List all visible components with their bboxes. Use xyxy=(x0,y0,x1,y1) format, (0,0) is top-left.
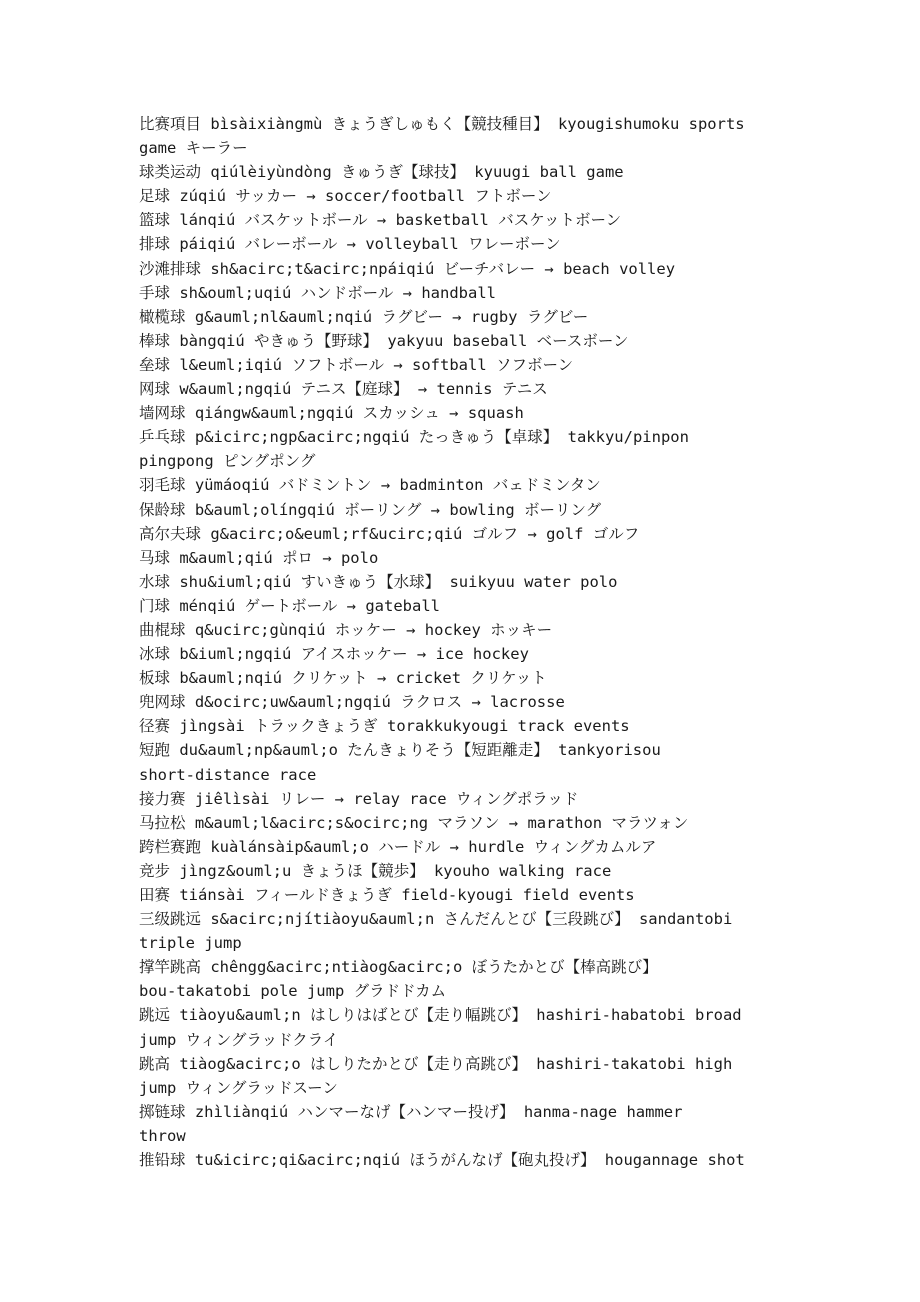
text-line: 冰球 b&iuml;ngqiú アイスホッケー → ice hockey xyxy=(139,645,529,664)
text-line: 三级跳远 s&acirc;njítiàoyu&auml;n さんだんとび【三段跳び】 sandantobi xyxy=(139,910,733,929)
text-line: 垒球 l&euml;iqiú ソフトボール → softball ソフボーン xyxy=(139,355,574,374)
text-line: 竞步 jìngz&ouml;u きょうほ【競歩】 kyouho walking race xyxy=(139,861,612,880)
text-line: 高尔夫球 g&acirc;o&euml;rf&ucirc;qiú ゴルフ → golf ゴルフ xyxy=(139,524,640,543)
text-line: jump ウィングラッドクライ xyxy=(139,1030,339,1049)
text-line: 沙滩排球 sh&acirc;t&acirc;npáiqiú ビーチバレー → beach volley xyxy=(139,259,676,278)
text-line: 跳远 tiàoyu&auml;n はしりはばとび【走り幅跳び】 hashiri-habatobi broad xyxy=(139,1006,742,1025)
text-line: 马球 m&auml;qiú ポロ → polo xyxy=(139,548,379,567)
text-line: 墙网球 qiángw&auml;ngqiú スカッシュ → squash xyxy=(139,404,524,423)
text-line: jump ウィングラッドスーン xyxy=(139,1078,338,1097)
text-line: short-distance race xyxy=(139,765,317,784)
text-line: 径赛 jìngsài トラックきょうぎ torakkukyougi track events xyxy=(139,717,630,736)
text-line: 短跑 du&auml;np&auml;o たんきょりそう【短距離走】 tankyorisou xyxy=(139,741,661,760)
text-line: 橄榄球 g&auml;nl&auml;nqiú ラグビー → rugby ラグビー xyxy=(139,307,589,326)
text-line: 篮球 lánqiú バスケットボール → basketball バスケットボーン xyxy=(139,211,622,230)
document-body xyxy=(139,112,804,1172)
text-line: game キーラー xyxy=(139,139,248,158)
text-line: 曲棍球 q&ucirc;gùnqiú ホッケー → hockey ホッキー xyxy=(139,620,553,639)
text-line: 跨栏赛跑 kuàlánsàip&auml;o ハードル → hurdle ウィングカムルア xyxy=(139,837,657,856)
text-line: 保龄球 b&auml;olíngqiú ボーリング → bowling ボーリング xyxy=(139,500,602,519)
text-line: 兜网球 d&ocirc;uw&auml;ngqiú ラクロス → lacrosse xyxy=(139,693,565,712)
text-line: pingpong ピングポング xyxy=(139,452,316,471)
text-line: 棒球 bàngqiú やきゅう【野球】 yakyuu baseball ベースボーン xyxy=(139,331,629,350)
text-line: 排球 páiqiú バレーボール → volleyball ワレーボーン xyxy=(139,235,561,254)
text-line: 羽毛球 yümáoqiú バドミントン → badminton バェドミンタン xyxy=(139,476,601,495)
text-line: 掷链球 zhìliànqiú ハンマーなげ【ハンマー投げ】 hanma-nage hammer xyxy=(139,1102,683,1121)
text-line: 接力赛 jiêlìsài リレー → relay race ウィングポラッド xyxy=(139,789,579,808)
text-line: 跳高 tiàog&acirc;o はしりたかとび【走り高跳び】 hashiri-takatobi high xyxy=(139,1054,733,1073)
text-line: triple jump xyxy=(139,934,242,953)
text-line: 马拉松 m&auml;l&acirc;s&ocirc;ng マラソン → marathon マラツォン xyxy=(139,813,689,832)
text-line: bou-takatobi pole jump グラドドカム xyxy=(139,982,447,1001)
text-line: 比赛項目 bìsàixiàngmù きょうぎしゅもく【競技種目】 kyougishumoku sports xyxy=(139,115,745,133)
text-line: 推铅球 tu&icirc;qi&acirc;nqiú ほうがんなげ【砲丸投げ】 hougannage shot xyxy=(139,1151,745,1170)
text-line: 足球 zúqiú サッカー → soccer/football フトボーン xyxy=(139,187,552,206)
text-line: throw xyxy=(139,1126,186,1145)
text-line: 手球 sh&ouml;uqiú ハンドボール → handball xyxy=(139,283,496,302)
text-line: 球类运动 qiúlèiyùndòng きゅうぎ【球技】 kyuugi ball game xyxy=(139,163,624,182)
text-line: 网球 w&auml;ngqiú テニス【庭球】 → tennis テニス xyxy=(139,380,548,399)
text-line: 田赛 tiánsài フィールドきょうぎ field-kyougi field events xyxy=(139,886,635,904)
text-line: 乒乓球 p&icirc;ngp&acirc;ngqiú たっきゅう【卓球】 takkyu/pinpon xyxy=(139,428,689,447)
text-line: 水球 shu&iuml;qiú すいきゅう【水球】 suikyuu water polo xyxy=(139,572,618,591)
text-line: 撑竿跳高 chêngg&acirc;ntiàog&acirc;o ぼうたかとび【棒高跳び】 xyxy=(139,958,658,977)
text-line: 板球 b&auml;nqiú クリケット → cricket クリケット xyxy=(139,669,547,688)
text-line: 门球 ménqiú ゲートボール → gateball xyxy=(139,596,440,615)
